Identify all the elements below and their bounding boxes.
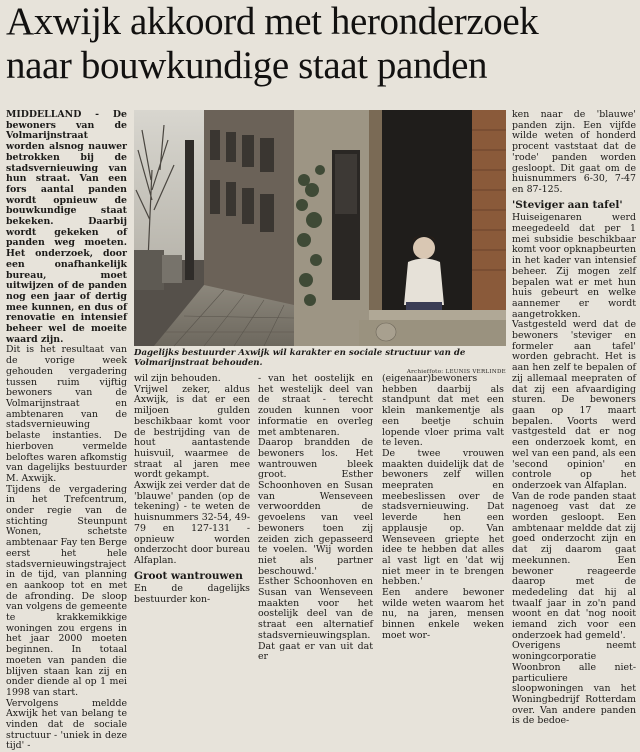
paragraph: Dit is het resultaat van de vorige week gehouden vergadering tussen ruim vijftig bewoners van de Volmarijnstraat en ambtenaren van de stadsvernieuwing belaste instanties. De hierboven vermelde beloftes waren afkomstig van dagelijks bestuurder M. Axwijk.: [6, 344, 127, 484]
paragraph: Van de rode panden staat nagenoeg vast dat ze worden gesloopt. Een ambtenaar meldde dat zij goed onderzocht zijn en dat zij daarom gaat meekunnen. Een bewoner reageerde daarop met de mededeling dat hij al twaalf jaar in zo'n pand woont en dat 'nog nooit iemand zich voor een onderzoek had gemeld'.: [512, 490, 636, 641]
headline-line-2: naar bouwkundige staat panden: [6, 44, 488, 87]
paragraph: Daarop brandden de bewoners los. Het wantrouwen bleek groot. Esther Schoonhoven en Susan van Wenseveen verwoordden de gevoelens van veel bewoners toen zij zeiden zich gepasseerd te voelen. 'Wij worden niet als partner beschouwd.': [258, 437, 373, 577]
column-1: [6, 109, 128, 752]
paragraph: ken naar de 'blauwe' panden zijn. Een vijfde wilde weten of honderd procent vaststaat dat de 'rode' panden worden gesloopt. Dit gaat om de huisnummers 6-30, 7-47 en 87-125.: [512, 109, 636, 195]
paragraph: (eigenaar)bewoners hebben daarbij als standpunt dat met een klein mankementje als een beetje schuin lopende vloer prima valt te leven.: [382, 373, 504, 449]
photo-caption: [134, 348, 506, 375]
paragraph: Huiseigenaren werd meegedeeld dat per 1 mei subsidie beschikbaar komt voor opknapbeurten in het kader van intensief beheer. Zij mogen zelf bepalen wat er met hun huis gebeurt en welke aannemer er wordt aangetrokken.: [512, 212, 636, 320]
paragraph: De twee vrouwen maakten duidelijk dat de bewoners zelf willen meepraten en meebeslissen over de stadsvernieuwing. Dat leverde hen een applausje op. Van Wenseveen griepte het idee te hebben dat alles al vast ligt en 'dat wij niet meer in te brengen hebben.': [382, 447, 504, 588]
column-5: [512, 109, 636, 727]
paragraph: Tijdens de vergadering in het Trefcentrum, onder regie van de stichting Steunpunt Wonen, schetste ambtenaar Fay ten Berge eerst het hele stadsvernieuwingstraject in de tijd, van planning en aankoop tot en met de afronding. De sloop van volgens de gemeente te krakkemikkige woningen zou ergens in het jaar 2000 moeten beginnen. In totaal moeten van panden die blijven staan kan zij en onder diende al op 1 mei 1998 van start.: [6, 483, 128, 698]
street-photo-illustration: [134, 110, 506, 346]
lead-text: - De bewoners van de Volmarijnstraat worden alsnog nauwer betrokken bij de stadsvernieuwing van hun straat. Van een fors aantal panden wordt opnieuw de bouwkundige staat bekeken. Daarbij wordt gekeken of panden weg moeten. Het onderzoek, door een onafhankelijk bureau, moet uitwijzen of de panden nog een jaar of dertig mee kunnen, en dus of renovatie en intensief beheer wel de moeite waard zijn.: [6, 109, 127, 345]
paragraph: Vastgesteld werd dat de bewoners 'steviger en formeler aan tafel' worden gebracht. Het is aan hen zelf te bepalen of zij allemaal meepraten of dat zij een afvaardiging sturen. De bewoners gaan op 17 maart bepalen. Voorts werd vastgesteld dat er nog een onderzoek komt, en wel van een pand, als een 'second opinion' en controle op het onderzoek van Alfaplan.: [512, 319, 636, 491]
news-photo: [134, 110, 506, 346]
paragraph: Axwijk zei verder dat de 'blauwe' panden (op de tekening) - te weten de huisnummers 32-54, 49-79 en 127-131 - opnieuw worden onderzocht door bureau Alfaplan.: [134, 480, 250, 566]
column-2: [134, 373, 250, 606]
paragraph: Vervolgens meldde Axwijk het van belang te vinden dat de sociale structuur - 'uniek in deze tijd' -: [6, 697, 127, 752]
subheading: 'Steviger aan tafel': [512, 198, 623, 211]
paragraph: En de dagelijks bestuurder kon-: [134, 583, 250, 606]
paragraph: Esther Schoonhoven en Susan van Wenseveen maakten voor het oostelijk deel van de straat een alternatief stadsvernieuwingsplan. Dat gaat er van uit dat er: [258, 576, 373, 663]
paragraph: Een andere bewoner wilde weten waarom het nu, na jaren, mensen binnen enkele weken moet wor-: [382, 587, 504, 641]
paragraph: wil zijn behouden.: [134, 373, 221, 384]
paragraph: - van het oostelijk en het westelijk deel van de straat - terecht zouden kunnen voor informatie en overleg met ambtenaren.: [258, 373, 373, 438]
paragraph: Overigens neemt woningcorporatie Woonbron alle niet-particuliere sloopwoningen van het Woningbedrijf Rotterdam over. Van andere panden is de bedoe-: [512, 640, 636, 727]
column-4: [382, 373, 504, 641]
photo-credit: Archieffoto: LEUNIS VERLINDE: [406, 369, 506, 375]
paragraph: Vrijwel zeker, aldus Axwijk, is dat er een miljoen gulden beschikbaar komt voor de bestrijding van de hout aantastende huisvuil, waarmee de straat al jaren mee wordt gekampt.: [134, 383, 250, 481]
headline: [6, 0, 636, 88]
lead-paragraph: [6, 110, 127, 345]
caption-text: Dagelijks bestuurder Axwijk wil karakter en sociale structuur van de Volmarijnstraat behouden.: [134, 348, 466, 368]
column-3: [258, 373, 373, 663]
dateline: MIDDELLAND: [6, 109, 82, 120]
subheading: Groot wantrouwen: [134, 569, 243, 582]
headline-line-1: Axwijk akkoord met heronderzoek: [6, 0, 539, 43]
